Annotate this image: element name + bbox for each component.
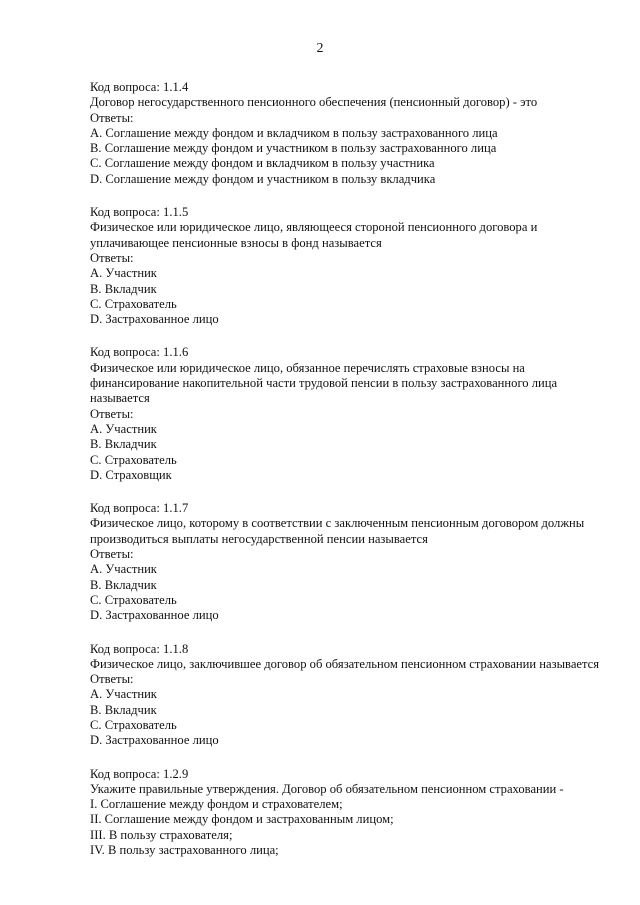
answer-option-d: D. Застрахованное лицо — [90, 733, 219, 748]
question-1-1-8 — [90, 642, 600, 749]
answer-option-a: A. Участник — [90, 421, 157, 436]
question-1-1-4 — [90, 80, 600, 187]
statement-4: IV. В пользу застрахованного лица; — [90, 843, 279, 858]
question-text: Физическое лицо, которому в соответствии с заключенным пенсионным договором должны производиться выплаты негосударственной пенсии называется — [90, 516, 585, 546]
question-code: Код вопроса: 1.1.6 — [90, 345, 189, 360]
question-1-1-6 — [90, 345, 600, 483]
question-text: Физическое или юридическое лицо, являющееся стороной пенсионного договора и уплачивающее пенсионные взносы в фонд называется — [90, 220, 538, 250]
statement-2: II. Соглашение между фондом и застрахованным лицом; — [90, 812, 394, 827]
question-text: Укажите правильные утверждения. Договор об обязательном пенсионном страховании - — [90, 781, 564, 796]
statement-1: I. Соглашение между фондом и страхователем; — [90, 797, 343, 812]
answer-option-d: D. Страховщик — [90, 467, 172, 482]
answer-option-c: C. Страхователь — [90, 296, 177, 311]
answer-option-b: B. Вкладчик — [90, 577, 157, 592]
answer-option-a: A. Участник — [90, 266, 157, 281]
question-code: Код вопроса: 1.1.4 — [90, 80, 189, 94]
answer-option-c: C. Страхователь — [90, 452, 177, 467]
question-1-2-9 — [90, 767, 600, 859]
answer-option-a: A. Участник — [90, 562, 157, 577]
answers-label: Ответы: — [90, 110, 134, 125]
answer-option-b: B. Вкладчик — [90, 437, 157, 452]
question-text: Физическое лицо, заключившее договор об обязательном пенсионном страховании называется — [90, 656, 600, 671]
answers-label: Ответы: — [90, 250, 134, 265]
question-code: Код вопроса: 1.1.5 — [90, 205, 189, 220]
answer-option-c: C. Страхователь — [90, 717, 177, 732]
answers-label: Ответы: — [90, 547, 134, 562]
answer-option-c: C. Соглашение между фондом и вкладчиком в пользу участника — [90, 156, 435, 171]
answer-option-b: B. Вкладчик — [90, 281, 157, 296]
answer-option-a: A. Соглашение между фондом и вкладчиком в пользу застрахованного лица — [90, 125, 498, 140]
answer-option-c: C. Страхователь — [90, 592, 177, 607]
answers-label: Ответы: — [90, 672, 134, 687]
questions-list — [90, 80, 600, 876]
question-text: Физическое или юридическое лицо, обязанное перечислять страховые взносы на финансирование накопительной части трудовой пенсии в пользу застрахованного лица называется — [90, 360, 558, 406]
question-code: Код вопроса: 1.1.8 — [90, 641, 189, 656]
statement-3: III. В пользу страхователя; — [90, 827, 233, 842]
answer-option-b: B. Соглашение между фондом и участником в пользу застрахованного лица — [90, 141, 497, 156]
answers-label: Ответы: — [90, 406, 134, 421]
answer-option-a: A. Участник — [90, 687, 157, 702]
answer-option-d: D. Застрахованное лицо — [90, 608, 219, 623]
answer-option-d: D. Застрахованное лицо — [90, 312, 219, 327]
question-1-1-7 — [90, 501, 600, 623]
answer-option-d: D. Соглашение между фондом и участником в пользу вкладчика — [90, 171, 436, 186]
question-code: Код вопроса: 1.1.7 — [90, 501, 189, 516]
question-text: Договор негосударственного пенсионного обеспечения (пенсионный договор) - это — [90, 95, 538, 110]
question-code: Код вопроса: 1.2.9 — [90, 766, 189, 781]
page-number: 2 — [316, 41, 324, 56]
question-1-1-5 — [90, 205, 600, 327]
answer-option-b: B. Вкладчик — [90, 702, 157, 717]
